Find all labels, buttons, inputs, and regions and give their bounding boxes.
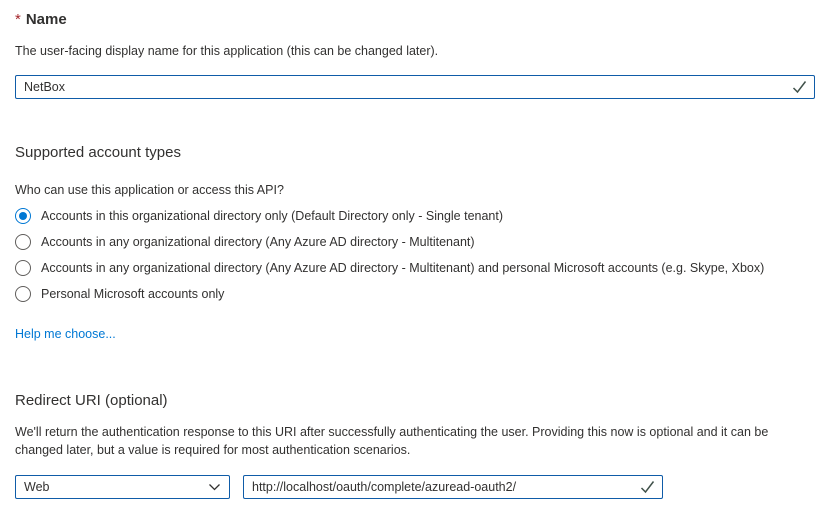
name-section (15, 10, 815, 99)
redirect-uri-controls (15, 475, 815, 499)
radio-option-personal-only[interactable] (15, 281, 815, 307)
radio-option-label: Accounts in any organizational directory (Any Azure AD directory - Multitenant) and personal Microsoft accounts (e.g. Skype, Xbox) (41, 261, 765, 275)
redirect-uri-title: Redirect URI (optional) (15, 392, 168, 409)
required-asterisk: * (15, 11, 21, 28)
supported-account-types-section (15, 143, 815, 343)
name-title-text: Name (25, 11, 67, 28)
redirect-uri-description: We'll return the authentication response to this URI after successfully authenticating the user. Providing this now is optional and it can be changed later, but a value is required for most authentication scenarios. (15, 425, 769, 457)
platform-select[interactable] (15, 475, 230, 499)
redirect-uri-input[interactable] (243, 475, 663, 499)
name-description: The user-facing display name for this application (this can be changed later). (15, 44, 439, 58)
redirect-uri-section (15, 391, 815, 499)
redirect-uri-input-wrap (243, 475, 663, 499)
radio-option-label: Personal Microsoft accounts only (41, 287, 225, 301)
name-section-title (15, 10, 815, 30)
account-types-radio-group (15, 203, 815, 307)
help-me-choose-link[interactable]: Help me choose... (15, 327, 116, 341)
account-types-title: Supported account types (15, 144, 181, 161)
name-input[interactable] (15, 75, 815, 99)
account-types-question: Who can use this application or access this API? (15, 183, 284, 197)
platform-select-value: Web (24, 480, 50, 494)
radio-unselected-icon[interactable] (15, 286, 31, 302)
radio-option-label: Accounts in this organizational directory only (Default Directory only - Single tenant) (41, 209, 504, 223)
radio-option-single-tenant[interactable] (15, 203, 815, 229)
radio-selected-icon[interactable] (15, 208, 31, 224)
radio-option-label: Accounts in any organizational directory (Any Azure AD directory - Multitenant) (41, 235, 475, 249)
radio-unselected-icon[interactable] (15, 234, 31, 250)
name-input-wrap (15, 75, 815, 99)
radio-option-multitenant-personal[interactable] (15, 255, 815, 281)
radio-option-multitenant[interactable] (15, 229, 815, 255)
chevron-down-icon (208, 481, 221, 494)
radio-unselected-icon[interactable] (15, 260, 31, 276)
